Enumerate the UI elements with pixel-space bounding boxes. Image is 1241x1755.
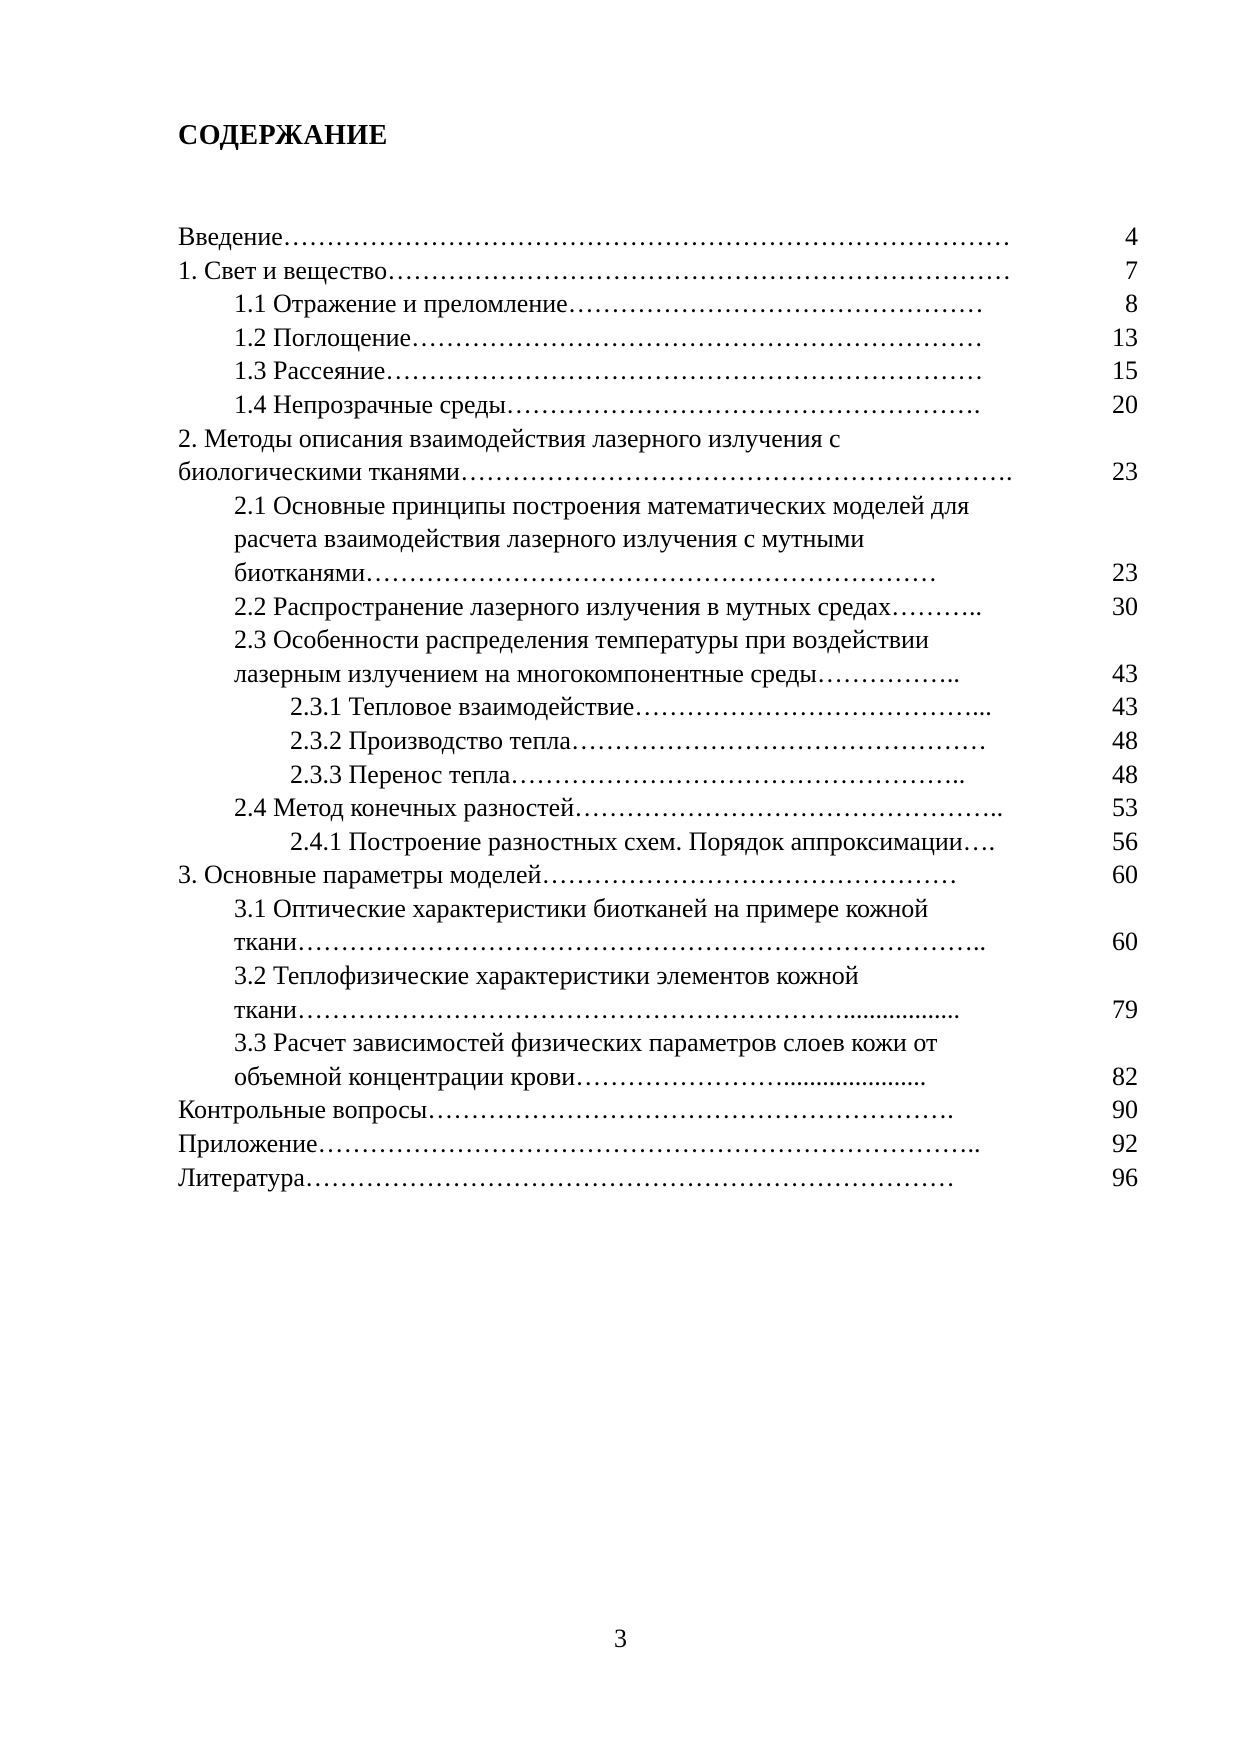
toc-entry-2-1-line-2[interactable] bbox=[178, 522, 1138, 556]
toc-entry-page: 13 bbox=[1112, 322, 1138, 352]
toc-entry-page: 60 bbox=[1112, 860, 1138, 890]
toc-entry-page: 43 bbox=[1112, 692, 1138, 722]
toc-entry-text: ткани……………………………………………………….................. bbox=[234, 994, 960, 1024]
toc-entry-page: 96 bbox=[1112, 1162, 1138, 1192]
toc-entry-text: 3. Основные параметры моделей………………………………………… bbox=[178, 860, 958, 890]
toc-entry-page: 7 bbox=[1125, 255, 1138, 285]
toc-entry-2-1-line-1[interactable] bbox=[178, 489, 1138, 523]
toc-entry-page: 20 bbox=[1112, 389, 1138, 419]
toc-entry-text: 2.3.1 Тепловое взаимодействие…………………………………... bbox=[290, 692, 992, 722]
toc-entry-page: 79 bbox=[1112, 994, 1138, 1024]
toc-entry-3-1-line-2[interactable] bbox=[178, 925, 1138, 959]
toc-entry-text: 1.2 Поглощение………………………………………………………… bbox=[234, 322, 984, 352]
toc-entry-text: биотканями………………………………………………………… bbox=[234, 557, 938, 587]
toc-entry-text: биологическими тканями………………………………………………………. bbox=[178, 457, 1013, 487]
toc-entry-text: 1.3 Рассеяние…………………………………………………………… bbox=[234, 356, 984, 386]
table-of-contents bbox=[178, 220, 1138, 1194]
toc-entry-text: объемной концентрации крови……………………...................... bbox=[234, 1061, 927, 1091]
toc-entry-1-4[interactable] bbox=[178, 388, 1138, 422]
toc-entry-page: 48 bbox=[1112, 759, 1138, 789]
toc-entry-chapter-3[interactable] bbox=[178, 858, 1138, 892]
toc-entry-page: 23 bbox=[1112, 457, 1138, 487]
toc-entry-text: 1.1 Отражение и преломление………………………………………… bbox=[234, 289, 984, 319]
toc-entry-text: 2.3.2 Производство тепла………………………………………… bbox=[290, 725, 987, 755]
toc-entry-chapter-2-line-1[interactable] bbox=[178, 422, 1138, 456]
toc-entry-2-3-1[interactable] bbox=[178, 690, 1138, 724]
toc-entry-page: 23 bbox=[1112, 557, 1138, 587]
toc-entry-text: 2.4.1 Построение разностных схем. Порядок аппроксимации…. bbox=[290, 826, 996, 856]
toc-entry-text: 1.4 Непрозрачные среды………………………………………………. bbox=[234, 389, 981, 419]
toc-entry-3-3-line-1[interactable] bbox=[178, 1026, 1138, 1060]
toc-entry-text: расчета взаимодействия лазерного излучения с мутными bbox=[234, 524, 865, 554]
toc-entry-text: 2.1 Основные принципы построения математических моделей для bbox=[234, 490, 970, 520]
toc-entry-chapter-1[interactable] bbox=[178, 254, 1138, 288]
toc-entry-3-2-line-1[interactable] bbox=[178, 959, 1138, 993]
toc-entry-page: 53 bbox=[1112, 793, 1138, 823]
toc-entry-text: Приложение………………………………………………………………….. bbox=[178, 1129, 981, 1159]
toc-entry-control-questions[interactable] bbox=[178, 1093, 1138, 1127]
toc-entry-text: 2. Методы описания взаимодействия лазерного излучения с bbox=[178, 423, 841, 453]
toc-entry-references[interactable] bbox=[178, 1161, 1138, 1195]
toc-entry-text: Контрольные вопросы……………………………………………………. bbox=[178, 1095, 954, 1125]
toc-entry-2-4[interactable] bbox=[178, 791, 1138, 825]
toc-entry-page: 56 bbox=[1112, 826, 1138, 856]
toc-entry-1-1[interactable] bbox=[178, 287, 1138, 321]
toc-entry-chapter-2-line-2[interactable] bbox=[178, 455, 1138, 489]
toc-entry-2-3-line-2[interactable] bbox=[178, 657, 1138, 691]
toc-entry-2-4-1[interactable] bbox=[178, 825, 1138, 859]
toc-entry-page: 90 bbox=[1112, 1095, 1138, 1125]
toc-entry-page: 48 bbox=[1112, 725, 1138, 755]
toc-entry-2-3-2[interactable] bbox=[178, 724, 1138, 758]
toc-entry-text: 3.2 Теплофизические характеристики элементов кожной bbox=[234, 961, 859, 991]
page-number: 3 bbox=[614, 1624, 627, 1653]
toc-entry-page: 15 bbox=[1112, 356, 1138, 386]
toc-entry-2-1-line-3[interactable] bbox=[178, 556, 1138, 590]
toc-entry-text: ткани…………………………………………………………………….. bbox=[234, 927, 986, 957]
toc-entry-text: Введение………………………………………………………………………… bbox=[178, 222, 1011, 251]
toc-entry-page: 8 bbox=[1125, 289, 1138, 319]
toc-entry-appendix[interactable] bbox=[178, 1127, 1138, 1161]
toc-entry-3-3-line-2[interactable] bbox=[178, 1060, 1138, 1094]
toc-entry-3-2-line-2[interactable] bbox=[178, 993, 1138, 1027]
toc-entry-text: 3.1 Оптические характеристики биотканей на примере кожной bbox=[234, 893, 929, 923]
toc-entry-2-3-3[interactable] bbox=[178, 758, 1138, 792]
toc-entry-page: 30 bbox=[1112, 591, 1138, 621]
toc-entry-page: 82 bbox=[1112, 1061, 1138, 1091]
toc-entry-text: Литература………………………………………………………………… bbox=[178, 1162, 955, 1192]
toc-entry-page: 43 bbox=[1112, 658, 1138, 688]
toc-entry-text: 2.2 Распространение лазерного излучения в мутных средах……….. bbox=[234, 591, 982, 621]
toc-entry-text: лазерным излучением на многокомпонентные среды…………….. bbox=[234, 658, 960, 688]
toc-entry-1-3[interactable] bbox=[178, 354, 1138, 388]
toc-entry-page: 92 bbox=[1112, 1129, 1138, 1159]
toc-entry-2-3-line-1[interactable] bbox=[178, 623, 1138, 657]
toc-entry-page: 60 bbox=[1112, 927, 1138, 957]
toc-entry-3-1-line-1[interactable] bbox=[178, 892, 1138, 926]
toc-entry-text: 2.4 Метод конечных разностей………………………………………….. bbox=[234, 793, 1004, 823]
toc-entry-introduction[interactable] bbox=[178, 220, 1138, 254]
toc-entry-2-2[interactable] bbox=[178, 590, 1138, 624]
toc-entry-text: 1. Свет и вещество……………………………………………………………… bbox=[178, 255, 1012, 285]
toc-entry-page: 4 bbox=[1125, 222, 1138, 251]
toc-entry-text: 3.3 Расчет зависимостей физических параметров слоев кожи от bbox=[234, 1028, 938, 1058]
toc-entry-text: 2.3 Особенности распределения температуры при воздействии bbox=[234, 625, 929, 655]
toc-entry-1-2[interactable] bbox=[178, 321, 1138, 355]
page-title: СОДЕРЖАНИЕ bbox=[178, 120, 388, 151]
toc-entry-text: 2.3.3 Перенос тепла…………………………………………….. bbox=[290, 759, 966, 789]
